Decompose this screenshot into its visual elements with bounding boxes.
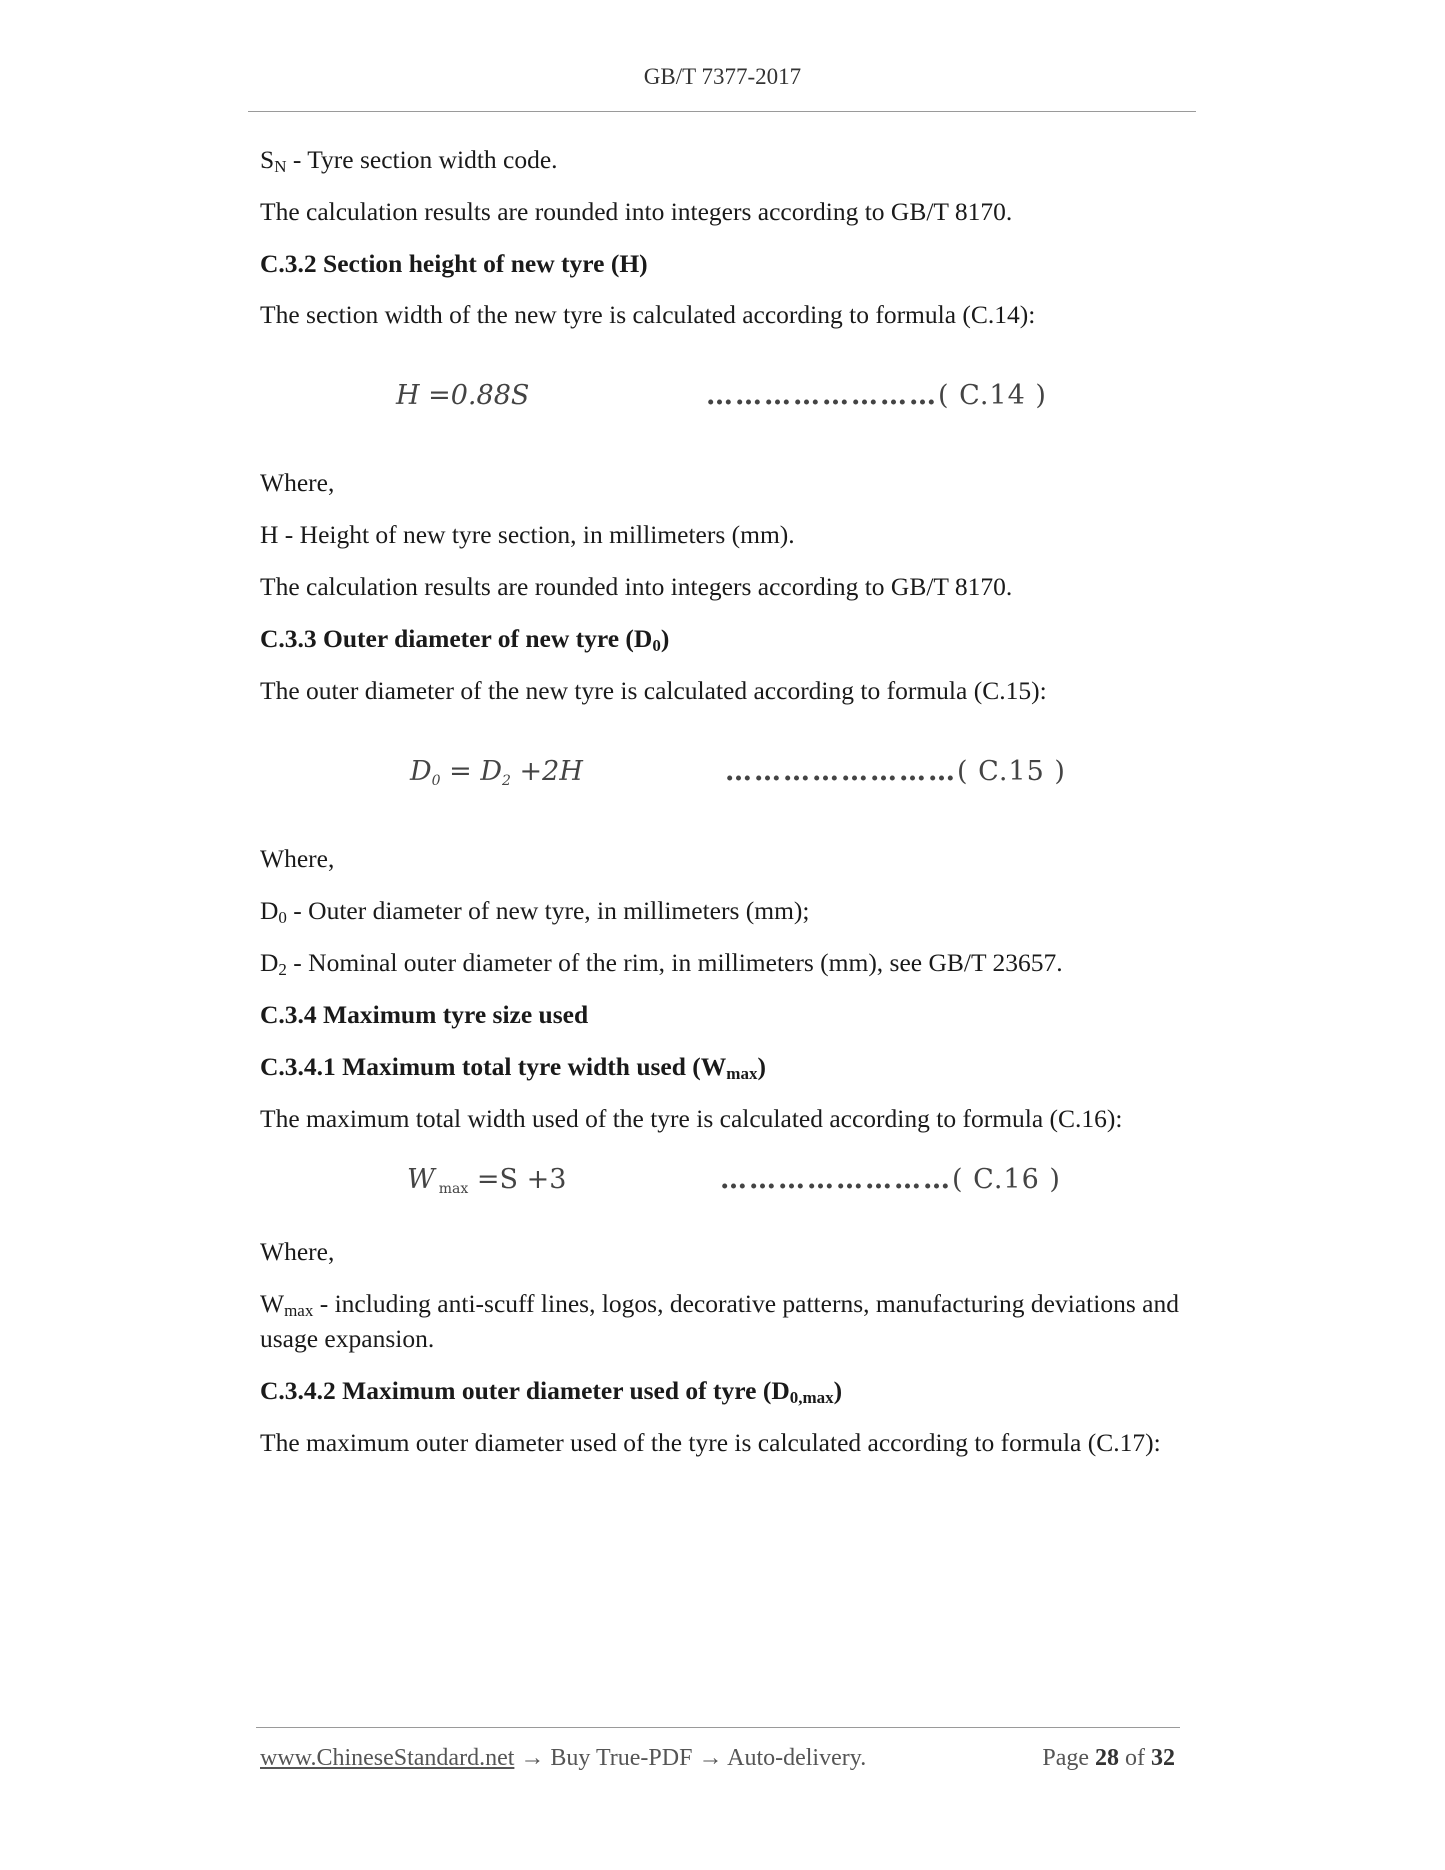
leader-dots: …………………… [720,1164,952,1195]
heading-text: C.3.3 Outer diameter of new tyre (D [260,624,653,653]
definition-text: - Nominal outer diameter of the rim, in millimeters (mm), see GB/T 23657. [286,948,1063,977]
subscript: max [284,1301,314,1320]
definition-text: - including anti-scuff lines, logos, decorative patterns, manufacturing deviations and usage expansion. [260,1289,1179,1353]
c341-intro: The maximum total width used of the tyre is calculated according to formula (C.16): [260,1104,1123,1133]
c32-intro: The section width of the new tyre is calculated according to formula (C.14): [260,300,1036,329]
d2-definition [260,945,1190,980]
symbol: W [260,1289,285,1318]
formula-number: ( C.16 ) [952,1164,1061,1195]
subscript: 2 [502,773,511,789]
section-heading-c341 [260,1049,1190,1084]
formula-reference [706,378,1047,413]
section-heading-c32: C.3.2 Section height of new tyre (H) [260,249,648,278]
rounding-note-2: The calculation results are rounded into integers according to GB/T 8170. [260,572,1013,601]
expression-tail: +2H [510,756,583,787]
document-body [260,142,1190,1460]
section-heading-c33 [260,621,1190,656]
page-label: Page [1042,1745,1089,1771]
formula-expression: H =0.88S [396,380,530,411]
where-label-3: Where, [260,1237,335,1266]
header-divider [248,111,1196,112]
symbol: D [260,948,279,977]
heading-text: C.3.4.1 Maximum total tyre width used (W [260,1052,727,1081]
section-heading-c342 [260,1373,1190,1408]
heading-text-end: ) [833,1376,843,1405]
sn-definition [260,142,1190,177]
w-symbol: W [407,1164,435,1195]
wmax-definition [260,1286,1190,1356]
page-number [1042,1745,1175,1772]
chinese-standard-link[interactable]: www.ChineseStandard.net [260,1745,515,1771]
formula-expression [410,754,583,789]
formula-reference [725,754,1066,789]
current-page: 28 [1095,1745,1119,1771]
formula-c16 [260,1152,1190,1212]
c33-intro: The outer diameter of the new tyre is calculated according to formula (C.15): [260,676,1047,705]
subscript: 0 [431,773,441,789]
subscript: max [726,1064,758,1083]
symbol: D [260,896,279,925]
h-definition: H - Height of new tyre section, in millimeters (mm). [260,520,795,549]
leader-dots: …………………… [725,756,957,787]
subscript: 0,max [789,1388,834,1407]
definition-text: - Tyre section width code. [286,145,558,174]
subscript: max [438,1181,469,1197]
rounding-note-1: The calculation results are rounded into integers according to GB/T 8170. [260,197,1013,226]
symbol: S [260,145,275,174]
subscript: 0 [652,636,661,655]
heading-text: C.3.4.2 Maximum outer diameter used of tyre (D [260,1376,790,1405]
definition-text: - Outer diameter of new tyre, in millimeters (mm); [286,896,810,925]
footer-divider [256,1727,1180,1728]
where-label-2: Where, [260,844,335,873]
expression-tail: =S +3 [468,1164,567,1195]
section-heading-c34: C.3.4 Maximum tyre size used [260,1000,589,1029]
formula-expression [407,1162,566,1197]
of-label: of [1125,1745,1145,1771]
footer-tagline: → Buy True-PDF → Auto-delivery. [514,1745,867,1771]
d2-symbol: = D [440,756,503,787]
subscript: 2 [278,960,287,979]
formula-c14 [260,368,1190,428]
c342-intro: The maximum outer diameter used of the tyre is calculated according to formula (C.17): [260,1428,1161,1457]
d0-definition [260,893,1190,928]
heading-text-end: ) [757,1052,766,1081]
formula-number: ( C.15 ) [957,756,1066,787]
page-footer [260,1745,1175,1772]
leader-dots: …………………… [706,380,938,411]
subscript: N [274,157,287,176]
formula-c15 [260,744,1190,804]
formula-reference [720,1162,1061,1197]
d0-symbol: D [410,756,432,787]
page-header-title: GB/T 7377-2017 [643,64,802,89]
formula-number: ( C.14 ) [938,380,1047,411]
subscript: 0 [278,908,287,927]
where-label-1: Where, [260,468,335,497]
heading-text-end: ) [660,624,670,653]
total-pages: 32 [1151,1745,1175,1771]
